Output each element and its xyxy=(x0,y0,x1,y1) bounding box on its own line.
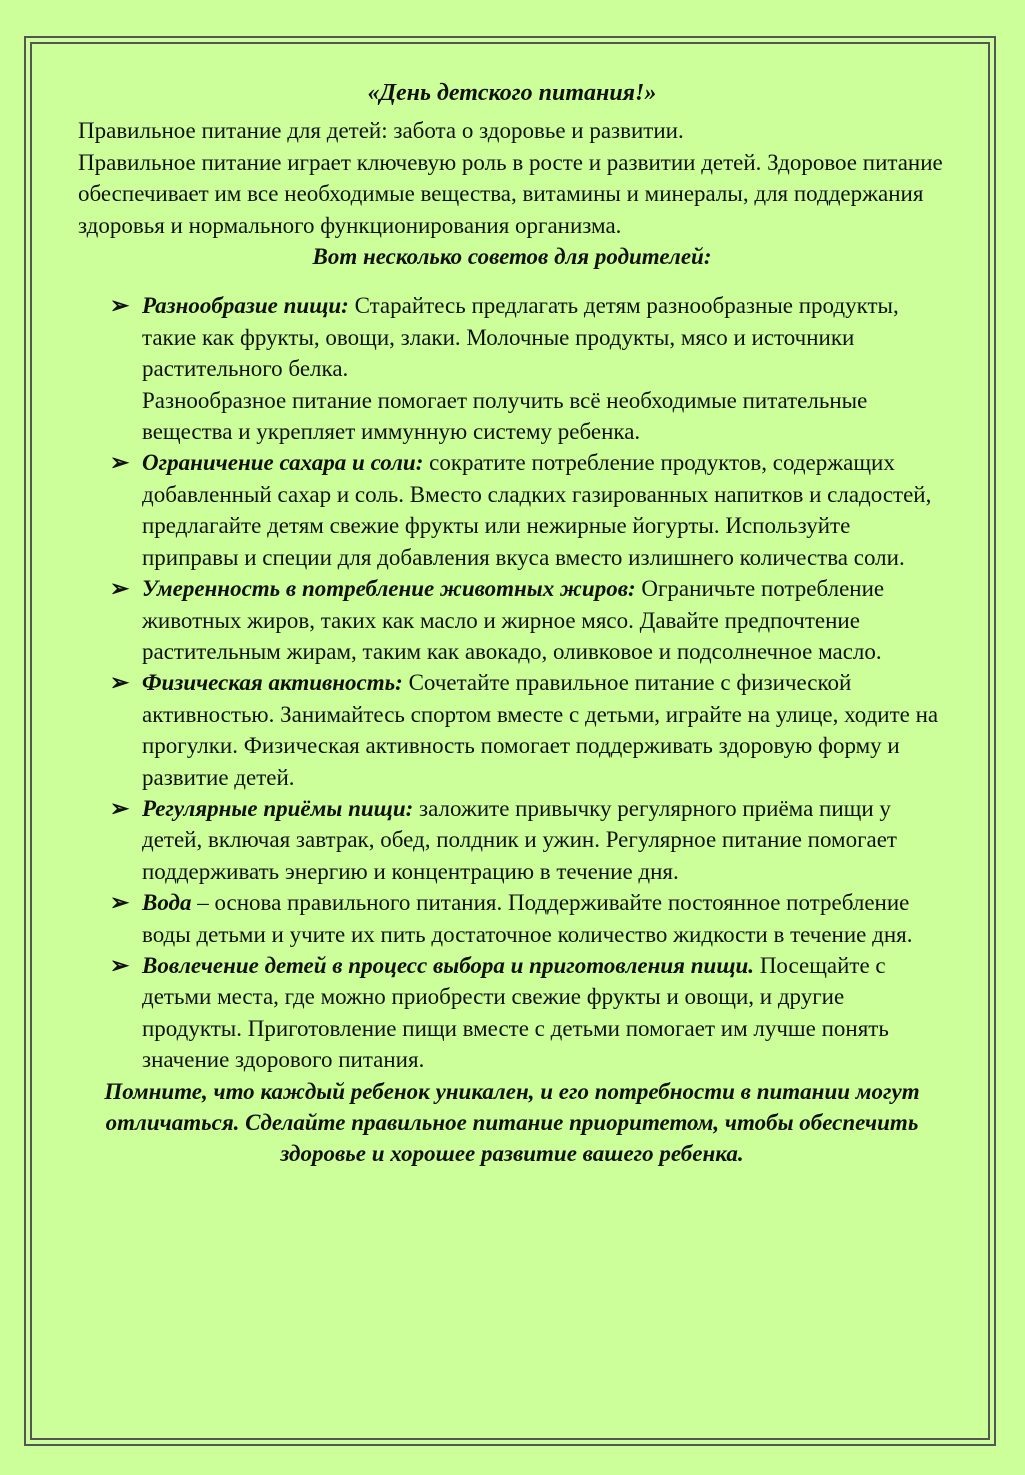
tip-lead: Ограничение сахара и соли: xyxy=(142,450,424,476)
tips-list xyxy=(78,290,946,1075)
tip-lead: Физическая активность: xyxy=(142,670,403,696)
document-title: «День детского питания!» xyxy=(367,80,657,106)
arrow-bullet-icon: ➢ xyxy=(110,890,130,916)
tip-item-sugar-salt xyxy=(78,447,946,573)
arrow-bullet-icon: ➢ xyxy=(110,795,130,821)
tips-heading: Вот несколько советов для родителей: xyxy=(312,244,712,270)
tip-text: Посещайте с детьми места, где можно приобрести свежие фрукты и овощи, и другие продукты. Приготовление пищи вместе с детьми помогает им лучше понять значение здорового питания. xyxy=(142,952,889,1073)
arrow-bullet-icon: ➢ xyxy=(110,450,130,476)
intro-line-2: Правильное питание играет ключевую роль в росте и развитии детей. Здоровое питание обеспечивает им все необходимые вещества, витамины и минералы, для поддержания здоровья и нормального функционирования организма. xyxy=(78,149,943,238)
tip-text: Старайтесь предлагать детям разнообразные продукты, такие как фрукты, овощи, злаки. Молочные продукты, мясо и источники растительного белка. xyxy=(142,293,899,382)
tip-item-animal-fats xyxy=(78,573,946,667)
tip-lead: Вовлечение детей в процесс выбора и приготовления пищи. xyxy=(142,952,755,978)
closing-note: Помните, что каждый ребенок уникален, и его потребности в питании могут отличаться. Сделайте правильное питание приоритетом, чтобы обеспечить здоровье и хорошее развитие вашего ребенка. xyxy=(104,1078,920,1167)
document-content xyxy=(78,78,946,1170)
tip-lead: Вода xyxy=(142,890,192,916)
tip-text: сократите потребление продуктов, содержащих добавленный сахар и соль. Вместо сладких газированных напитков и сладостей, предлагайте детям свежие фрукты или нежирные йогурты. Используйте приправы и специи для добавления вкуса вместо излишнего количества соли. xyxy=(142,450,932,570)
arrow-bullet-icon: ➢ xyxy=(110,293,130,319)
tip-text: Сочетайте правильное питание с физической активностью. Занимайтесь спортом вместе с детьми, играйте на улице, ходите на прогулки. Физическая активность помогает поддерживать здоровую форму и развитие детей. xyxy=(142,670,939,790)
arrow-bullet-icon: ➢ xyxy=(110,670,130,696)
tip-text: заложите привычку регулярного приёма пищи у детей, включая завтрак, обед, полдник и ужин. Регулярное питание помогает поддерживать энергию и концентрацию в течение дня. xyxy=(142,795,897,884)
tip-lead: Умеренность в потребление животных жиров: xyxy=(142,576,636,602)
tip-item-water xyxy=(78,887,946,950)
tip-lead: Регулярные приёмы пищи: xyxy=(142,795,414,821)
intro-line-1: Правильное питание для детей: забота о здоровье и развитии. xyxy=(78,118,684,144)
tip-text: Ограничьте потребление животных жиров, таких как масло и жирное мясо. Давайте предпочтение растительным жирам, таким как авокадо, оливковое и подсолнечное масло. xyxy=(142,576,885,664)
tip-item-physical-activity xyxy=(78,667,946,793)
arrow-bullet-icon: ➢ xyxy=(110,576,130,602)
tip-item-variety xyxy=(78,290,946,447)
tip-text: – основа правильного питания. Поддерживайте постоянное потребление воды детьми и учите их пить достаточное количество жидкости в течение дня. xyxy=(142,890,913,947)
tip-lead: Разнообразие пищи: xyxy=(142,293,349,319)
tip-item-involvement xyxy=(78,950,946,1076)
arrow-bullet-icon: ➢ xyxy=(110,952,130,978)
tip-extra-text: Разнообразное питание помогает получить всё необходимые питательные вещества и укрепляет иммунную систему ребенка. xyxy=(142,387,868,445)
tip-item-regular-meals xyxy=(78,793,946,887)
